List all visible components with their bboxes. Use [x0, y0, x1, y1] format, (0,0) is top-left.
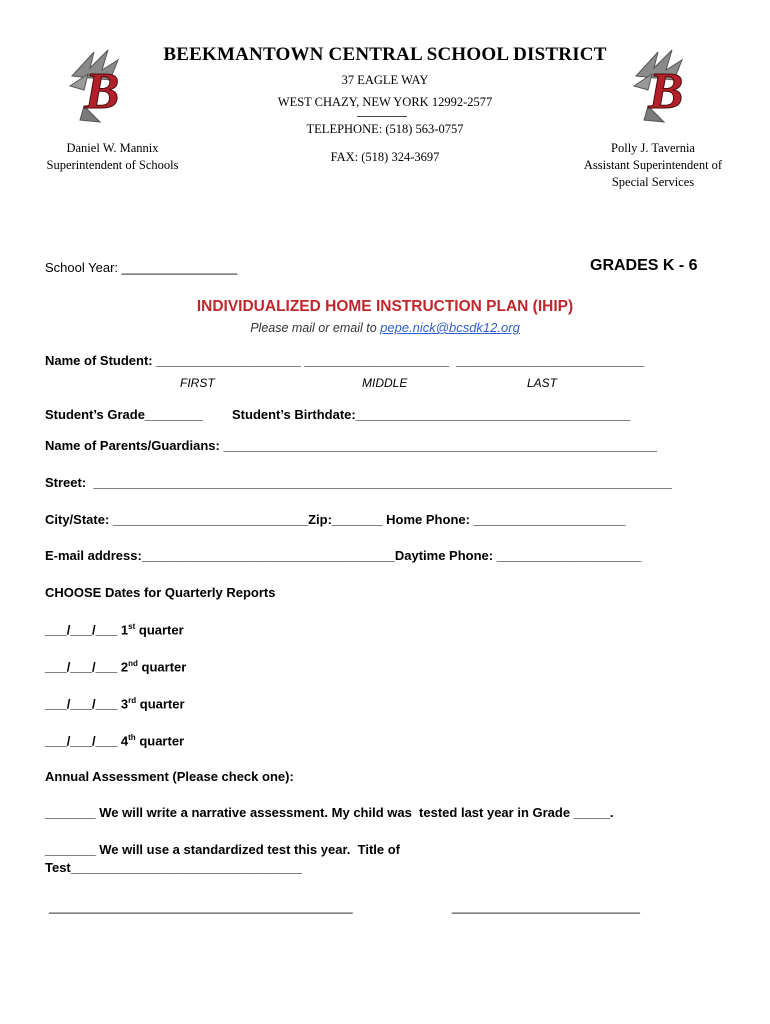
- street-field[interactable]: Street: ________________________________________________________________________________: [45, 475, 672, 490]
- logo-letter: B: [648, 63, 684, 120]
- form-subtitle: [0, 320, 770, 335]
- city-state-zip-phone-field[interactable]: City/State: ___________________________Zip:_______ Home Phone: _____________________: [45, 512, 626, 527]
- telephone: TELEPHONE: (518) 563-0757: [306, 122, 464, 136]
- quarter-label: quarter: [135, 622, 184, 638]
- superintendent-name: Daniel W. Mannix: [66, 141, 159, 155]
- asst-superintendent-name: Polly J. Tavernia: [611, 141, 695, 155]
- middle-label: MIDDLE: [362, 376, 408, 390]
- quarter-suffix: th: [128, 733, 136, 742]
- first-label: FIRST: [180, 376, 215, 390]
- quarter-3-date[interactable]: [45, 696, 185, 711]
- address-line-1: 37 EAGLE WAY: [341, 73, 429, 87]
- date-blank[interactable]: ___/___/___: [45, 696, 121, 712]
- quarter-label: quarter: [135, 733, 185, 749]
- quarter-1-date[interactable]: [45, 622, 184, 637]
- subtitle-text: Please mail or email to: [250, 321, 381, 335]
- quarter-4-date[interactable]: [45, 733, 184, 748]
- quarter-suffix: st: [128, 622, 136, 631]
- quarter-label: quarter: [136, 696, 185, 712]
- quarter-2-date[interactable]: [45, 659, 186, 674]
- superintendent-title: Superintendent of Schools: [46, 158, 179, 172]
- quarter-number: 4: [120, 733, 129, 749]
- annual-assessment-label: Annual Assessment (Please check one):: [45, 769, 294, 784]
- standardized-test-option[interactable]: _______ We will use a standardized test this year. Title of: [45, 842, 400, 857]
- narrative-assessment-option[interactable]: _______ We will write a narrative assessment. My child was tested last year in Grade _____.: [45, 805, 614, 820]
- quarter-suffix: rd: [128, 696, 137, 705]
- parents-field[interactable]: Name of Parents/Guardians: ____________________________________________________________: [45, 438, 658, 453]
- logo-letter: B: [84, 63, 120, 120]
- last-label: LAST: [527, 376, 558, 390]
- grades-label: GRADES K - 6: [590, 257, 698, 274]
- asst-superintendent-title-1: Assistant Superintendent of: [583, 158, 723, 172]
- asst-superintendent-block: [578, 140, 728, 191]
- asst-superintendent-title-2: Special Services: [611, 175, 695, 189]
- quarter-number: 3: [120, 696, 129, 712]
- signature-line[interactable]: __________________________________________: [49, 899, 353, 914]
- date-blank[interactable]: ___/___/___: [45, 659, 121, 675]
- student-grade-field[interactable]: Student’s Grade________: [45, 407, 203, 422]
- email-daytime-phone-field[interactable]: E-mail address:___________________________________Daytime Phone: ____________________: [45, 548, 642, 563]
- quarter-label: quarter: [137, 659, 187, 675]
- fax: FAX: (518) 324-3697: [330, 150, 440, 164]
- school-logo-right: [628, 46, 702, 126]
- email-link[interactable]: pepe.nick@bcsdk12.org: [380, 320, 520, 335]
- choose-dates-label: CHOOSE Dates for Quarterly Reports: [45, 585, 276, 600]
- quarter-number: 2: [120, 659, 129, 675]
- test-title-field[interactable]: Test________________________________: [45, 860, 303, 875]
- form-title: INDIVIDUALIZED HOME INSTRUCTION PLAN (IHIP): [196, 298, 574, 315]
- date-blank[interactable]: ___/___/___: [45, 622, 121, 638]
- quarter-number: 1: [120, 622, 129, 638]
- school-logo-left: [64, 46, 138, 126]
- quarter-suffix: nd: [128, 659, 138, 668]
- district-name: BEEKMANTOWN CENTRAL SCHOOL DISTRICT: [163, 44, 607, 65]
- student-birthdate-field[interactable]: Student’s Birthdate:______________________________________: [232, 407, 631, 422]
- date-line[interactable]: __________________________: [452, 899, 640, 914]
- superintendent-block: [40, 140, 185, 174]
- date-blank[interactable]: ___/___/___: [45, 733, 121, 749]
- school-year-field[interactable]: School Year: ________________: [45, 260, 238, 275]
- header-divider: [357, 116, 407, 117]
- address-line-2: WEST CHAZY, NEW YORK 12992-2577: [277, 95, 493, 109]
- student-name-field[interactable]: Name of Student: ____________________ ____________________ __________________________: [45, 353, 645, 368]
